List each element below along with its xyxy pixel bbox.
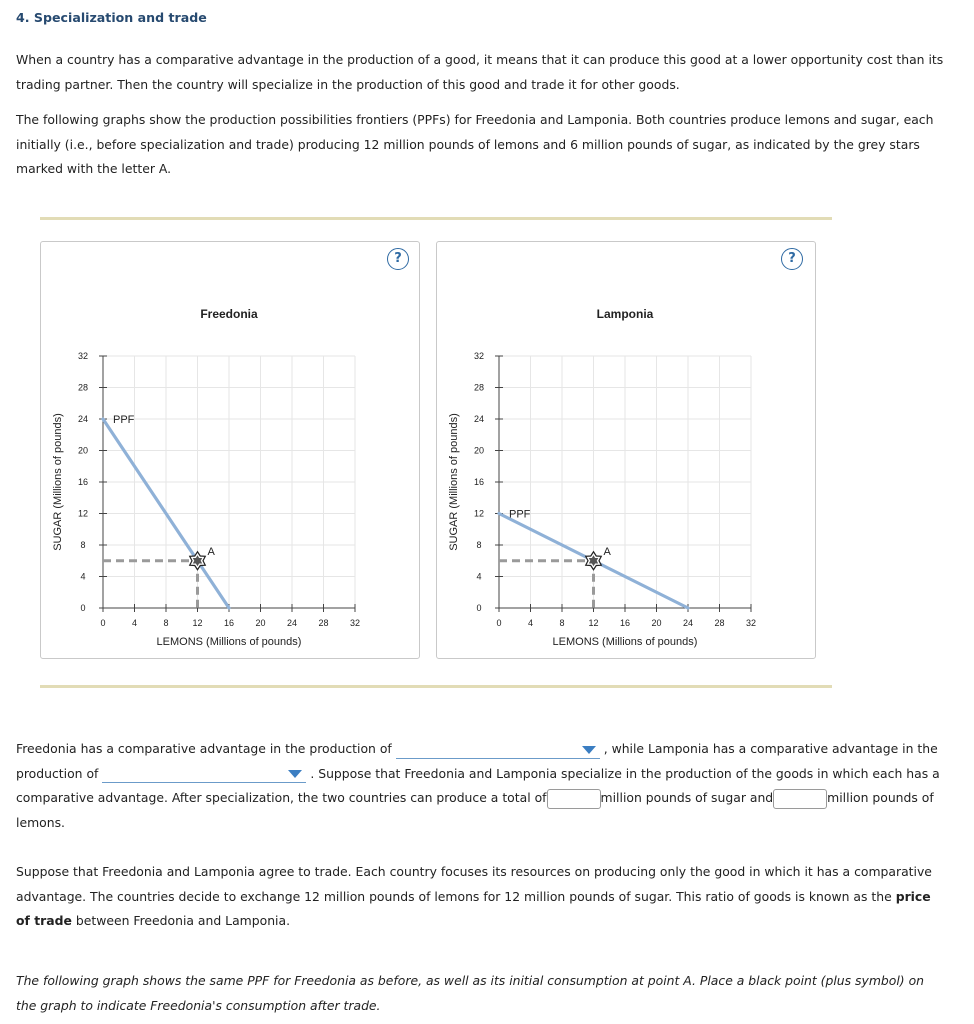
x-tick-label: 24 [682,618,694,628]
x-tick-label: 28 [318,618,329,628]
y-axis-label: SUGAR (Millions of pounds) [448,413,460,551]
x-tick-label: 32 [349,618,361,628]
question-text-4: . Suppose that Freedonia and Lamponia specialize in the production of the goods in which each has a [310,765,940,781]
y-tick-label: 8 [80,540,86,550]
intro-paragraph-2: The following graphs show the production possibilities frontiers (PPFs) for Freedonia and Lamponia. Both countries produce lemons and sugar, each initially (i.e., before specialization and trade) producing 12 million pounds of lemons and 6 million pounds of sugar, as indicated by the grey stars marked with the letter A. [16,112,934,176]
y-tick-label: 28 [473,382,485,393]
lamponia-help-button[interactable]: ? [781,248,803,270]
y-tick-label: 20 [77,445,89,456]
chart-title: Lamponia [596,307,654,321]
y-tick-label: 0 [476,603,482,613]
chevron-down-icon [582,746,596,754]
y-tick-label: 8 [476,540,482,550]
y-tick-label: 24 [473,414,485,424]
x-tick-label: 0 [496,618,502,628]
freedonia-advantage-dropdown[interactable] [396,741,600,759]
point-a-label: A [207,545,215,558]
question-text-8: lemons. [16,814,65,830]
total-sugar-input[interactable] [547,789,601,809]
x-tick-label: 0 [100,618,106,628]
ppf-label: PPF [509,508,531,521]
price-of-trade-term: price of trade [16,888,931,928]
y-tick-label: 4 [80,571,86,582]
y-axis-label: SUGAR (Millions of pounds) [52,413,64,551]
intro-paragraph-1: When a country has a comparative advantage in the production of a good, it means that it can produce this good at a lower opportunity cost than its trading partner. Then the country will specialize in the production of this good and trade it for other goods. [16,52,944,92]
ppf-label: PPF [113,414,135,426]
y-tick-label: 16 [77,477,89,487]
question-text-5: comparative advantage. After specialization, the two countries can produce a total of [16,790,547,805]
lamponia-advantage-dropdown[interactable] [102,765,306,783]
question-paragraph [16,737,946,835]
x-tick-label: 8 [559,618,565,628]
lamponia-chart[interactable] [437,242,817,660]
freedonia-graph-panel [40,241,420,659]
trade-paragraph [16,860,946,934]
x-tick-label: 20 [651,618,662,628]
freedonia-help-button[interactable]: ? [387,248,409,270]
question-text-3: production of [16,765,99,781]
trade-text-1: Suppose that Freedonia and Lamponia agree to trade. Each country focuses its resources on producing only the good in which it has a comparative advantage. The countries decide to exchange 12 million pounds of lemons for 12 million pounds of sugar. This ratio of goods is known as the [16,864,932,904]
y-tick-label: 12 [473,508,485,519]
x-axis-label: LEMONS (Millions of pounds) [156,636,302,648]
x-tick-label: 16 [223,618,235,628]
y-tick-label: 28 [77,382,89,393]
bottom-divider [40,685,832,688]
y-tick-label: 0 [80,603,86,613]
chart-title: Freedonia [200,307,258,321]
question-text-7: million pounds of [827,790,934,805]
y-tick-label: 16 [473,477,485,487]
x-tick-label: 20 [255,618,266,628]
section-title: 4. Specialization and trade [16,10,207,25]
question-text-6: million pounds of sugar and [600,790,774,805]
x-axis-label: LEMONS (Millions of pounds) [552,636,698,648]
question-text-1: Freedonia has a comparative advantage in the production of [16,741,392,756]
trade-text-2: between Freedonia and Lamponia. [75,913,291,928]
freedonia-chart[interactable] [41,242,421,660]
x-tick-label: 4 [527,618,534,628]
y-tick-label: 32 [473,351,485,361]
question-text-2: , while Lamponia has a comparative advantage in the [603,741,938,756]
x-tick-label: 4 [131,618,138,628]
y-tick-label: 12 [77,508,89,519]
y-tick-label: 4 [476,571,482,582]
x-tick-label: 16 [619,618,631,628]
y-tick-label: 24 [77,414,89,424]
point-a-label: A [603,545,611,558]
x-tick-label: 12 [192,618,203,628]
total-lemons-input[interactable] [773,789,827,809]
chevron-down-icon [288,770,302,778]
x-tick-label: 24 [286,618,298,628]
x-tick-label: 32 [745,618,757,628]
lamponia-graph-panel [436,241,816,659]
y-tick-label: 20 [473,445,485,456]
x-tick-label: 28 [714,618,725,628]
top-divider [40,217,832,220]
x-tick-label: 12 [588,618,599,628]
y-tick-label: 32 [77,351,89,361]
instruction-paragraph: The following graph shows the same PPF for Freedonia as before, as well as its initial consumption at point A. Place a black point (plus symbol) on the graph to indicate Freedonia's consumption after trade. [16,973,925,1013]
x-tick-label: 8 [163,618,169,628]
